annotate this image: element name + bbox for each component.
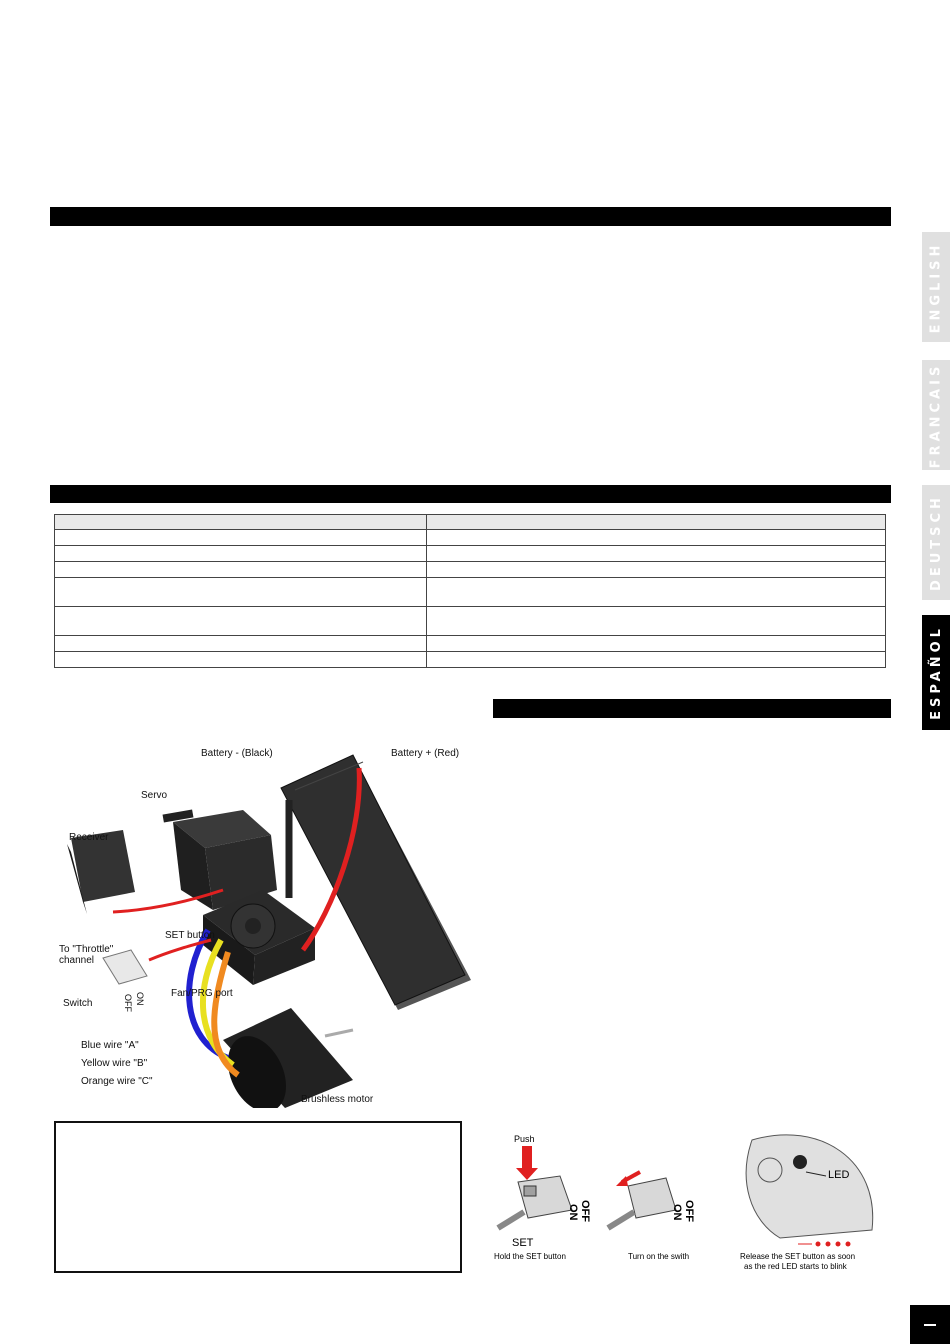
page-number-box [910,1305,950,1344]
table-cell [55,530,427,546]
label-off: OFF [683,1200,695,1222]
table-cell [55,546,427,562]
label-battery-pos: Battery + (Red) [391,748,460,759]
table-cell [427,562,886,578]
label-receiver: Receiver [69,832,109,843]
table-row [55,530,886,546]
table-cell [55,636,427,652]
step-turn-on [608,1172,695,1261]
battery-pack [281,755,471,1010]
table-row [55,546,886,562]
step3-caption: Release the SET button as soon [740,1252,856,1261]
label-off: OFF [123,994,133,1012]
label-motor: Brushless motor [301,1094,374,1105]
table-cell [427,515,886,530]
brushless-motor [217,1008,353,1108]
tab-deutsch[interactable]: DEUTSCH [922,485,950,600]
step3-caption: as the red LED starts to blink [744,1262,847,1271]
led-blink-icon [816,1242,821,1247]
label-servo: Servo [141,790,168,801]
tab-francais[interactable]: FRANCAIS [922,360,950,470]
step-hold-set [494,1134,591,1261]
tab-espanol[interactable]: ESPAÑOL [922,615,950,730]
switch [103,950,147,984]
section-header-bar [493,699,891,718]
table-cell [427,578,886,607]
table-cell [55,607,427,636]
spec-table [54,514,886,668]
label-set-button: SET button [165,930,215,941]
led-blink-icon [836,1242,841,1247]
label-throttle-channel: To "Throttle" [59,944,114,955]
label-blue-wire: Blue wire "A" [81,1040,139,1051]
wiring-diagram [53,740,481,1108]
push-arrow-icon [516,1146,538,1180]
table-row [55,578,886,607]
table-row [55,636,886,652]
led-blink-icon [826,1242,831,1247]
label-orange-wire: Orange wire "C" [81,1076,153,1087]
table-row [55,652,886,668]
step-release-set [740,1135,873,1271]
table-cell [427,607,886,636]
label-throttle-channel: channel [59,955,95,966]
table-row [55,607,886,636]
label-set: SET [512,1237,534,1249]
label-switch: Switch [63,998,93,1009]
tab-english[interactable]: ENGLISH [922,232,950,342]
table-cell [55,578,427,607]
label-fan-port: Fan/PRG port [171,988,233,999]
label-off: OFF [579,1200,591,1222]
label-on: ON [135,992,145,1006]
table-cell [427,530,886,546]
label-led: LED [828,1169,850,1181]
label-on: ON [671,1204,683,1221]
set-procedure-figure [480,1120,890,1273]
table-cell [55,562,427,578]
label-push: Push [514,1134,535,1144]
table-cell [55,515,427,530]
step2-caption: Turn on the swith [628,1252,690,1261]
label-yellow-wire: Yellow wire "B" [81,1058,148,1069]
table-cell [427,652,886,668]
note-box [54,1121,462,1273]
label-battery-neg: Battery - (Black) [201,748,273,759]
section-header-bar [50,207,891,226]
table-cell [55,652,427,668]
step1-caption: Hold the SET button [494,1252,566,1261]
section-header-bar [50,485,891,503]
table-cell [427,636,886,652]
led-blink-icon [846,1242,851,1247]
label-on: ON [567,1204,579,1221]
table-header-row [55,515,886,530]
table-row [55,562,886,578]
table-cell [427,546,886,562]
